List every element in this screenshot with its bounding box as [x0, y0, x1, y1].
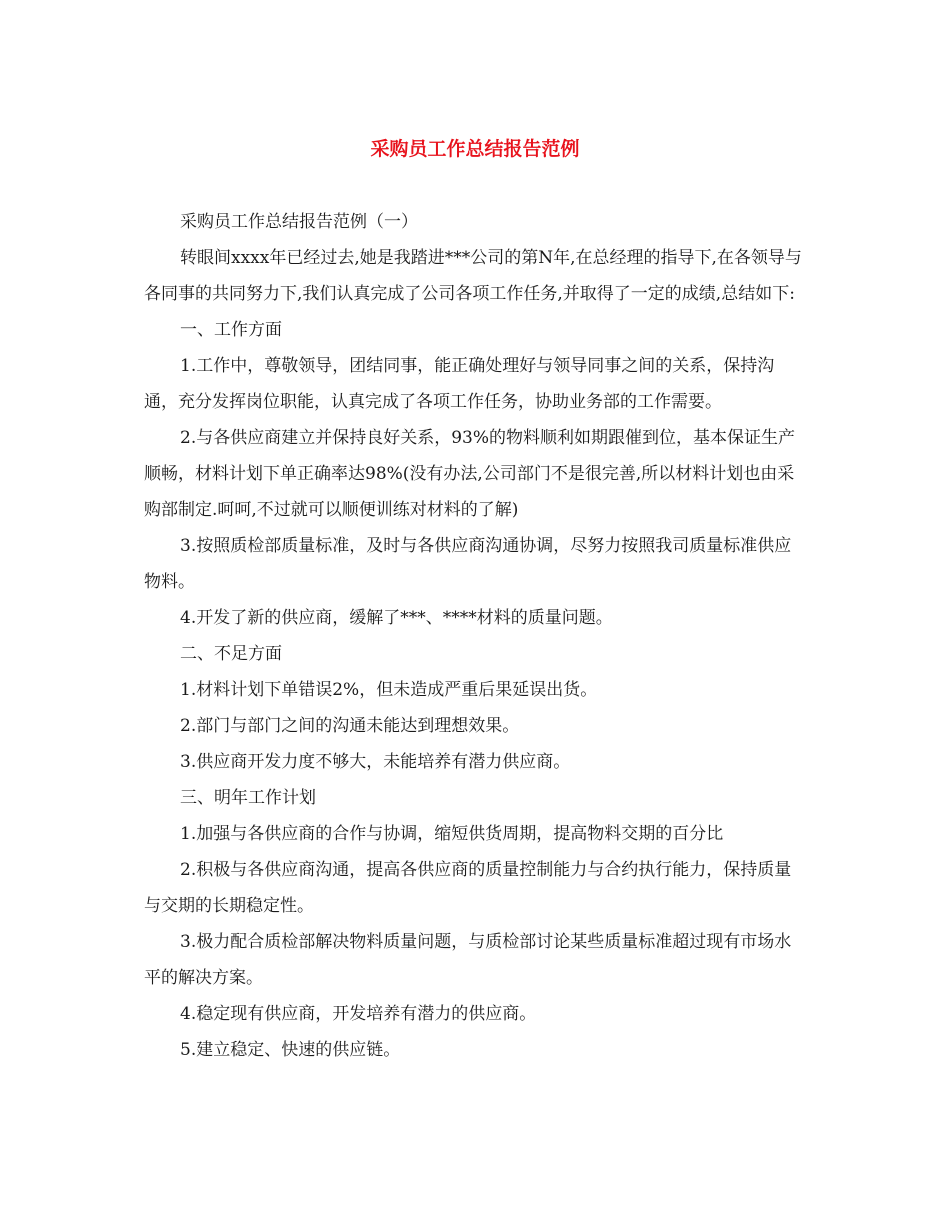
list-item: 3.按照质检部质量标准，及时与各供应商沟通协调，尽努力按照我司质量标准供应物料。: [144, 536, 792, 592]
list-item: 3.供应商开发力度不够大，未能培养有潜力供应商。: [180, 752, 571, 772]
list-item: 3.极力配合质检部解决物料质量问题，与质检部讨论某些质量标准超过现有市场水平的解决方案。: [144, 932, 792, 988]
section-heading: 一、工作方面: [180, 320, 282, 340]
list-item: 2.积极与各供应商沟通，提高各供应商的质量控制能力与合约执行能力，保持质量与交期的长期稳定性。: [144, 860, 792, 916]
list-item: 4.稳定现有供应商，开发培养有潜力的供应商。: [180, 1004, 537, 1024]
document-title: 采购员工作总结报告范例: [370, 138, 580, 160]
list-item: 2.与各供应商建立并保持良好关系，93%的物料顺利如期跟催到位，基本保证生产顺畅，材料计划下单正确率达98%(没有办法,公司部门不是很完善,所以材料计划也由采购部制定.呵呵,不过就可以顺便训练对材料的了解): [144, 428, 796, 520]
list-item: 4.开发了新的供应商，缓解了***、****材料的质量问题。: [180, 608, 613, 628]
list-item: 1.工作中，尊敬领导，团结同事，能正确处理好与领导同事之间的关系，保持沟通，充分发挥岗位职能，认真完成了各项工作任务，协助业务部的工作需要。: [144, 356, 775, 412]
list-item: 5.建立稳定、快速的供应链。: [180, 1040, 401, 1060]
section-heading: 三、明年工作计划: [180, 788, 316, 808]
paragraph: 采购员工作总结报告范例（一）: [180, 212, 418, 232]
section-heading: 二、不足方面: [180, 644, 282, 664]
document-body: [144, 204, 804, 1068]
list-item: 1.材料计划下单错误2%，但未造成严重后果延误出货。: [180, 680, 598, 700]
paragraph: 转眼间xxxx年已经过去,她是我踏进***公司的第N年,在总经理的指导下,在各领导与各同事的共同努力下,我们认真完成了公司各项工作任务,并取得了一定的成绩,总结如下:: [144, 248, 802, 304]
list-item: 1.加强与各供应商的合作与协调，缩短供货周期，提高物料交期的百分比: [180, 824, 724, 844]
list-item: 2.部门与部门之间的沟通未能达到理想效果。: [180, 716, 520, 736]
